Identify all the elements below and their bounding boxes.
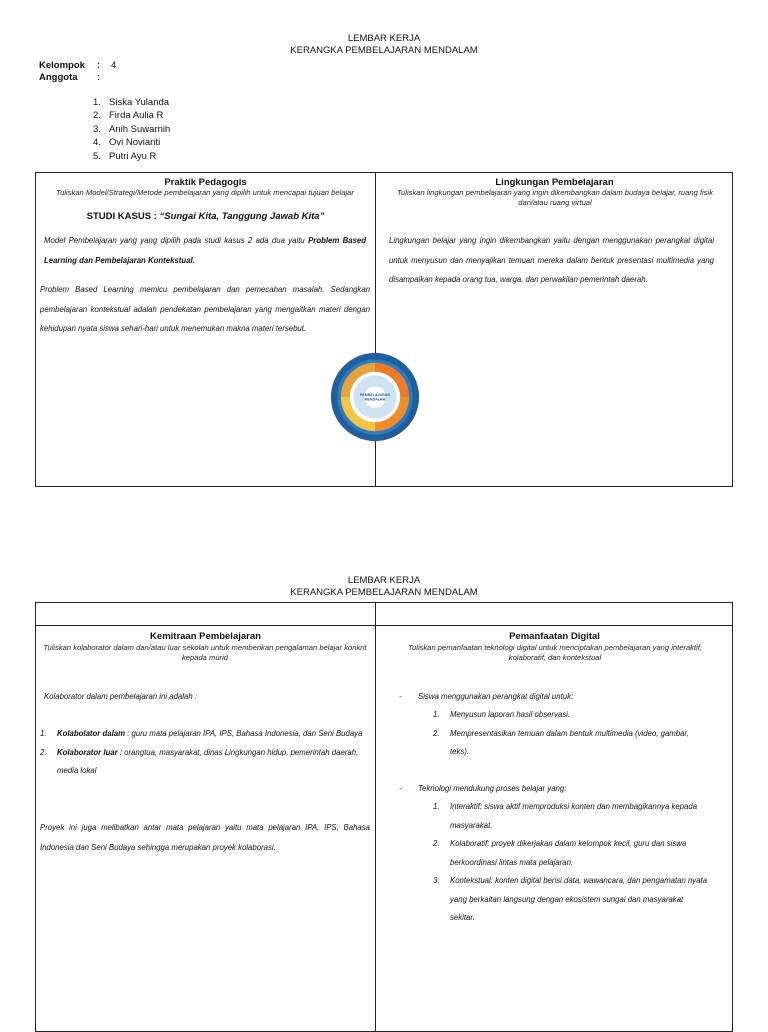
member-item: 4. Ovi Novianti [93,137,161,149]
page2-column-divider [375,602,376,1032]
kolaborator-item: 2. Kolaborator luar : orangtua, masyarakat, dinas Lingkungan hidup, pemerintah daerah, media lokal [40,747,359,775]
pedagogis-subheading: Tuliskan Model/Strategi/Metode pembelajaran yang dipilih untuk mencapai tujuan belajar [56,188,354,197]
pedagogis-model-paragraph: Model Pembelajaran yang yang dipilih pada studi kasus 2 ada dua yaitu Problem Based Learning dan Pembelajaran Kontekstual. [44,236,367,265]
page2-header-row-line [35,625,733,626]
digital-group2-list [433,798,709,928]
member-item: 3. Anih Suwarnih [93,123,171,135]
case-study-name: “Sungai Kita, Tanggung Jawab Kita” [159,211,325,222]
digital-group2-item: 3. Kontekstual: konten digital berisi data, wawancara, dan pengamatan nyata yang berkaitan langsung dengan ekosistem sungai dan masyarakat sekitar. [433,876,708,922]
member-item: 5. Putri Ayu R [93,150,157,162]
page1-subtitle: KERANGKA PEMBELAJARAN MENDALAM [290,45,478,56]
kolaborator-list [40,725,372,781]
member-item: 1. Siska Yulanda [93,97,170,108]
page1-title: LEMBAR KERJA [347,33,421,44]
digital-subheading: Tuliskan pemanfaatan teknologi digital untuk menciptakan pembelajaran yang interaktif, kolaboratif, dan kontekstual [407,643,703,662]
pedagogis-explanation-paragraph: Problem Based Learning memicu pembelajaran dan pemecahan masalah. Sedangkan pembelajaran kontekstual adalah pendekatan pembelajaran yang mengaitkan materi dengan kehidupan nyata siswa sehari-hari untuk menemukan makna materi tersebut. [40,285,370,333]
kolaborator-dalam-label: Kolabolator dalam [57,729,126,738]
kelompok-value: 4 [111,60,117,71]
digital-group1-list [433,706,701,762]
digital-group2-title: - Teknologi mendukung proses belajar yang: [399,784,567,793]
lingkungan-paragraph: Lingkungan belajar yang ingin dikembangkan yaitu dengan menggunakan perangkat digital untuk menyusun dan menyajikan temuan mereka dalam bentuk presentasi multimedia yang disampaikan kepada orang tua, warga, dan perwakilan pemerintah daerah. [389,236,714,284]
case-study-label: STUDI KASUS : [86,211,160,222]
svg-text:PEMBELAJARAN: PEMBELAJARAN [360,393,390,398]
kelompok-row [39,60,117,71]
pedagogis-model-names: Problem Based Learning dan Pembelajaran Kontekstual. [44,236,367,265]
anggota-label: Anggota [39,72,78,83]
case-study-title [36,211,375,222]
digital-group1-item: 2. Mempresentasikan temuan dalam bentuk multimedia (video, gambar, teks). [433,728,689,756]
kemitraan-subheading: Tuliskan kolaborator dalam dan/atau luar sekolah untuk memberikan pengalaman belajar konkrit kepada murid [43,643,367,662]
kolaborator-luar-label: Kolaborator luar [57,747,118,757]
kolaborator-item: 1. Kolabolator dalam : guru mata pelajaran IPA, IPS, Bahasa Indonesia, dan Seni Budaya [40,729,363,738]
kolaborasi-closing-paragraph: Proyek ini juga melibatkan antar mata pelajaran yaitu mata pelajaran IPA, IPS, Bahasa Indonesia dan Seni Budaya sehingga merupakan proyek kolaborasi. [40,823,370,852]
page2-subtitle: KERANGKA PEMBELAJARAN MENDALAM [290,587,478,598]
digital-group1-item: 1. Menyusun laporan hasil observasi. [433,710,571,719]
kemitraan-heading: Kemitraan Pembelajaran [150,631,261,642]
page2-title: LEMBAR KERJA [347,575,421,586]
member-item: 2. Firda Aulia R [93,110,164,122]
lingkungan-heading: Lingkungan Pembelajaran [495,177,614,188]
anggota-row [39,72,101,83]
digital-group1-title: - Siswa menggunakan perangkat digital untuk: [399,692,574,701]
pedagogis-heading: Praktik Pedagogis [164,177,247,188]
lingkungan-subheading: Tuliskan lingkungan pembelajaran yang ingin dikembangkan dalam budaya belajar, ruang fisik dan/atau ruang virtual [396,188,714,207]
kelompok-label: Kelompok [39,60,85,71]
svg-text:MENDALAM: MENDALAM [364,397,386,402]
digital-group2-item: 1. Interaktif: siswa aktif memproduksi konten dan membagikannya kepada masyarakat. [433,802,698,830]
digital-group2-item: 2. Kolaboratif: proyek dikerjakan dalam kelompok kecil, guru dan siswa berkoordinasi lintas mata pelajaran. [433,839,687,867]
digital-heading: Pemanfaatan Digital [509,631,600,642]
kolaborator-intro: Kolaborator dalam pembelajaran ini adalah : [44,692,198,701]
member-list [93,96,170,163]
deep-learning-framework-emblem [330,352,420,442]
kelompok-colon: : [97,60,101,71]
anggota-colon: : [97,72,101,83]
